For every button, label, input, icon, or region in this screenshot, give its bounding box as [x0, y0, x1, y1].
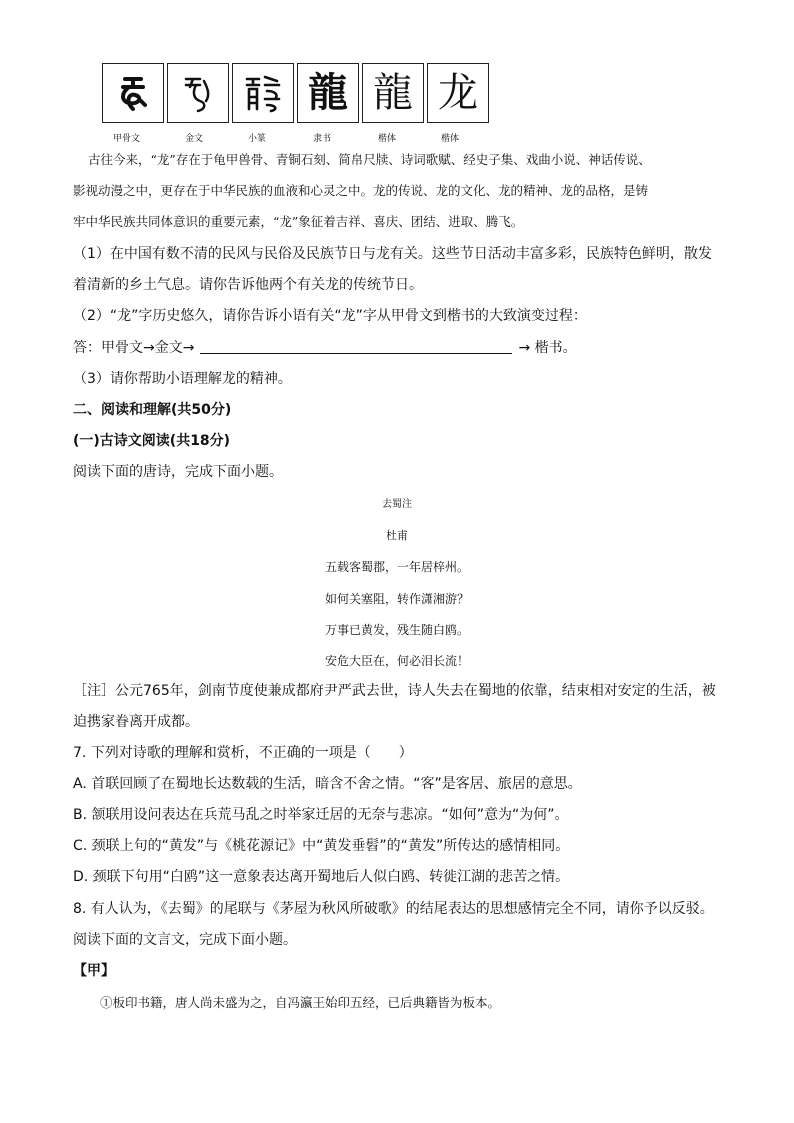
q7-stem: 7. 下列对诗歌的理解和赏析，不正确的一项是（ ） — [73, 745, 413, 761]
q7-option-a: A. 首联回顾了在蜀地长达数载的生活，暗含不舍之情。“客”是客居、旅居的意思。 — [73, 776, 582, 792]
q2-line-1: （2）“龙”字历史悠久，请你告诉小语有关“龙”字从甲骨文到楷书的大致演变过程： — [73, 308, 587, 324]
jiaguwen-glyph — [102, 63, 164, 123]
jinwen-glyph — [167, 63, 229, 123]
q2-answer-prefix: 答：甲骨文→金文→ — [73, 340, 195, 356]
caption-jinwen: 金文 — [185, 134, 204, 144]
q8-line: 8. 有人认为，《去蜀》的尾联与《茅屋为秋风所破歌》的结尾表达的思想感情完全不同，请你予以反驳。 — [73, 901, 714, 917]
lishu-glyph-text: 龍 — [308, 70, 348, 116]
prose-intro: 阅读下面的文言文，完成下面小题。 — [73, 932, 297, 948]
kaishu-simplified-glyph-text: 龙 — [438, 70, 478, 116]
section-2-1-heading: (一)古诗文阅读(共18分) — [73, 433, 231, 449]
q1-line-1: （1）在中国有数不清的民风与民俗及民族节日与龙有关。这些节日活动丰富多彩，民族特色鲜明，散发 — [73, 246, 712, 262]
q2-answer-suffix: → 楷书。 — [518, 340, 577, 356]
intro-line-2: 影视动漫之中，更存在于中华民族的血液和心灵之中。龙的传说、龙的文化、龙的精神、龙的品格，是铸 — [73, 183, 649, 198]
kaishu-simplified-glyph — [427, 63, 489, 123]
bronze-dragon-icon — [176, 71, 220, 115]
poem-line-3: 万事已黄发，残生随白鸥。 — [324, 623, 469, 637]
q7-option-b: B. 颔联用设问表达在兵荒马乱之时举家迁居的无奈与悲凉。“如何”意为“为何”。 — [73, 807, 569, 823]
caption-xiaozhuan: 小篆 — [248, 134, 267, 144]
xiaozhuan-glyph — [232, 63, 294, 123]
poem-intro: 阅读下面的唐诗，完成下面小题。 — [73, 464, 283, 480]
kaishu-traditional-glyph-text: 龍 — [373, 70, 413, 116]
q2-answer-blank — [200, 339, 512, 354]
poem-line-1: 五载客蜀郡，一年居梓州。 — [324, 560, 469, 574]
poem-line-2: 如何关塞阻，转作潇湘游？ — [324, 592, 469, 606]
poem-title: 去蜀注 — [382, 499, 412, 510]
intro-line-3: 牢中华民族共同体意识的重要元素，“龙”象征着吉祥、喜庆、团结、进取、腾飞。 — [73, 214, 524, 229]
jia-line-1: ①板印书籍，唐人尚未盛为之，自冯瀛王始印五经，已后典籍皆为板本。 — [100, 995, 501, 1010]
caption-lishu: 隶书 — [313, 134, 332, 144]
jia-label: 【甲】 — [73, 963, 115, 979]
q7-option-c: C. 颈联上句的“黄发”与《桃花源记》中“黄发垂髫”的“黄发”所传达的感情相同。 — [73, 838, 570, 854]
dragon-glyph-row — [102, 63, 492, 123]
seal-dragon-icon — [241, 71, 285, 115]
q3-line: （3）请你帮助小语理解龙的精神。 — [73, 371, 292, 387]
q1-line-2: 着清新的乡土气息。请你告诉他两个有关龙的传统节日。 — [73, 277, 423, 293]
poem-line-4: 安危大臣在，何必泪长流！ — [324, 654, 469, 668]
caption-jiaguwen: 甲骨文 — [113, 134, 141, 144]
section-2-heading: 二、阅读和理解(共50分) — [73, 402, 232, 418]
caption-kaishu-2: 楷体 — [441, 134, 460, 144]
kaishu-traditional-glyph — [362, 63, 424, 123]
note-line-1: ［注］公元765年，剑南节度使兼成都府尹严武去世，诗人失去在蜀地的依靠，结束相对安定的生活，被 — [73, 683, 716, 699]
note-line-2: 迫携家眷离开成都。 — [73, 714, 199, 730]
intro-line-1: 古往今来，“龙”存在于龟甲兽骨、青铜石刻、简帛尺牍、诗词歌赋、经史子集、戏曲小说、神话传说、 — [88, 152, 651, 167]
q2-answer-line — [73, 338, 577, 358]
poem-author: 杜甫 — [386, 529, 408, 542]
q7-option-d: D. 颈联下句用“白鸥”这一意象表达离开蜀地后人似白鸥、转徙江湖的悲苦之情。 — [73, 869, 570, 885]
lishu-glyph — [297, 63, 359, 123]
oracle-bone-dragon-icon — [111, 71, 155, 115]
caption-kaishu-1: 楷体 — [378, 134, 397, 144]
